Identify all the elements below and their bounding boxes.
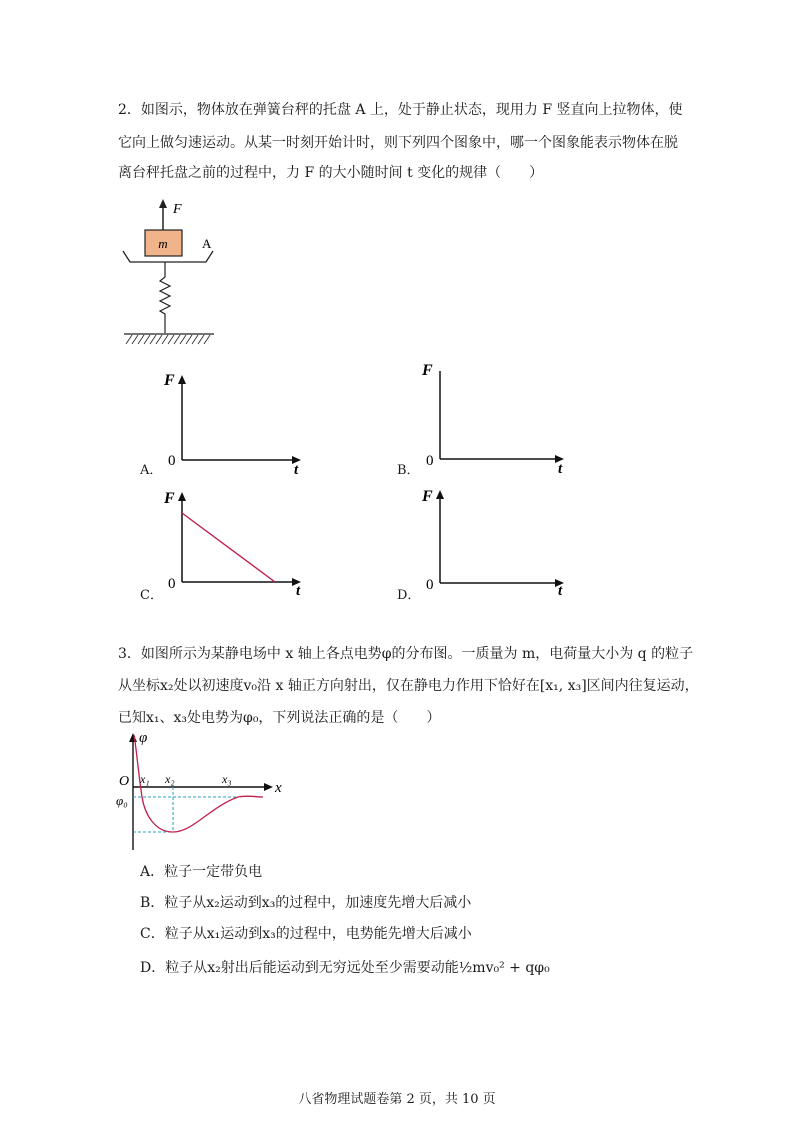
option-c-graph <box>160 485 315 600</box>
option-c-origin: 0 <box>168 576 176 592</box>
x2-label: x₂ <box>165 772 175 786</box>
phi0-label: φ₀ <box>116 793 128 808</box>
option-c-x-label: t <box>296 583 301 599</box>
option-b-origin: 0 <box>426 453 434 469</box>
option-d-x-label: t <box>558 583 563 599</box>
option-d-origin: 0 <box>426 577 434 593</box>
q3-choice-a: A．粒子一定带负电 <box>140 864 263 880</box>
mass-label: m <box>158 236 168 251</box>
option-b-x-label: t <box>558 461 563 475</box>
option-b-graph <box>418 355 578 475</box>
option-c-y-label: F <box>164 490 175 507</box>
option-c-label: C． <box>140 588 163 603</box>
q2-line-1: 2．如图示，物体放在弹簧台秤的托盘 A 上，处于静止状态，现用力 F 竖直向上拉物体，使 <box>118 102 683 118</box>
q3-choice-c: C．粒子从x₁运动到x₃的过程中，电势能先增大后减小 <box>140 926 472 942</box>
ground-hatch <box>126 335 210 344</box>
q3-line-2: 从坐标x₂处以初速度v₀沿 x 轴正方向射出，仅在静电力作用下恰好在[x₁, x₃]区间内往复运动， <box>118 678 699 694</box>
phi-axis-label: φ <box>139 730 148 746</box>
x-axis-label: x <box>275 780 282 796</box>
spring-scale-figure <box>118 195 228 350</box>
option-a-label: A． <box>140 463 163 478</box>
x1-label: x₁ <box>140 772 150 786</box>
potential-curve <box>134 735 263 832</box>
q3-choice-d: D．粒子从x₂射出后能运动到无穷远处至少需要动能½mv₀² + qφ₀ <box>140 960 550 976</box>
q3-line-3: 已知x₁、x₃处电势为φ₀，下列说法正确的是（ ） <box>118 710 441 726</box>
tray-label: A <box>202 236 212 251</box>
potential-graph <box>115 725 290 855</box>
option-d-y-label: F <box>422 488 433 505</box>
x3-label: x₃ <box>222 772 232 786</box>
option-a-graph <box>160 365 315 475</box>
option-a-origin: 0 <box>168 453 176 469</box>
origin-label: O <box>119 774 130 789</box>
q3-choice-b: B．粒子从x₂运动到x₃的过程中，加速度先增大后减小 <box>140 895 472 911</box>
spring <box>160 262 170 333</box>
page-footer: 八省物理试题卷第 2 页，共 10 页 <box>298 1092 496 1107</box>
q2-line-2: 它向上做匀速运动。从某一时刻开始计时，则下列四个图象中，哪一个图象能表示物体在脱 <box>118 135 678 151</box>
q3-line-1: 3．如图所示为某静电场中 x 轴上各点电势φ的分布图。一质量为 m，电荷量大小为 q 的粒子 <box>118 646 694 662</box>
option-d-graph <box>418 483 578 600</box>
force-label: F <box>173 202 182 217</box>
option-c-line <box>182 513 275 582</box>
option-a-y-label: F <box>164 372 175 389</box>
q2-line-3: 离台秤托盘之前的过程中，力 F 的大小随时间 t 变化的规律（ ） <box>118 165 544 181</box>
option-a-x-label: t <box>294 462 299 475</box>
option-b-label: B． <box>397 463 420 478</box>
option-b-y-label: F <box>422 362 433 379</box>
option-d-label: D． <box>397 588 421 603</box>
